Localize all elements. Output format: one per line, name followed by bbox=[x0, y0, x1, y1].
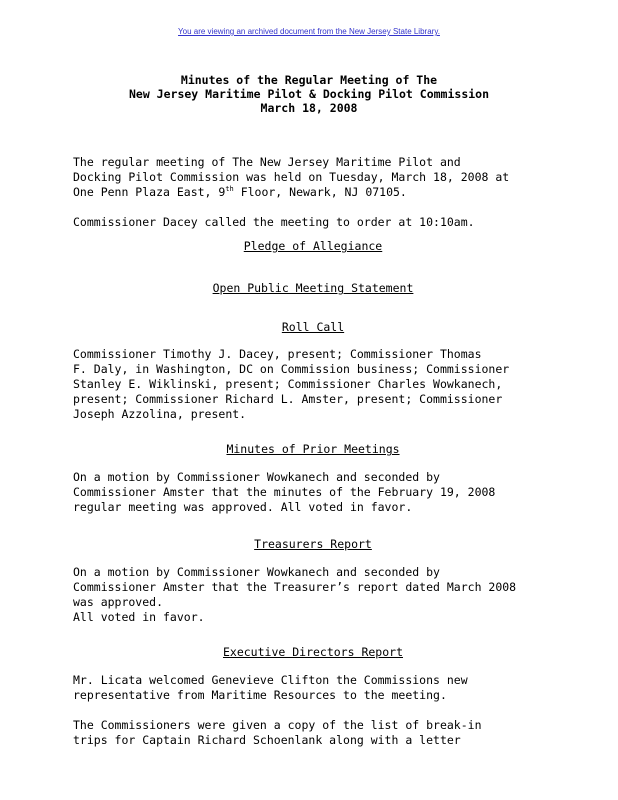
minutes-paragraph: On a motion by Commissioner Wowkanech and seconded by Commissioner Amster that the minutes of the February 19, 2008 regular meeting was approved. All voted in favor. bbox=[73, 470, 496, 514]
intro-superscript: th bbox=[225, 185, 234, 194]
executive-paragraph-1: Mr. Licata welcomed Genevieve Clifton the Commissions new representative from Maritime Resources to the meeting. bbox=[73, 673, 468, 702]
heading-open-public-meeting: Open Public Meeting Statement bbox=[212, 281, 414, 295]
call-to-order-paragraph: Commissioner Dacey called the meeting to order at 10:10am. bbox=[73, 215, 475, 229]
archive-notice-link[interactable]: You are viewing an archived document from the New Jersey State Library. bbox=[178, 27, 440, 36]
heading-pledge: Pledge of Allegiance bbox=[243, 239, 383, 253]
heading-roll-call: Roll Call bbox=[281, 320, 345, 334]
title-line-3: March 18, 2008 bbox=[260, 101, 358, 115]
intro-paragraph bbox=[73, 155, 553, 200]
roll-call-paragraph: Commissioner Timothy J. Dacey, present; Commissioner Thomas F. Daly, in Washington, DC on Commission business; Commissioner Stanley E. Wiklinski, present; Commissioner Charles Wowkanech, present; Commissioner Richard L. Amster, present; Commissioner Joseph Azzolina, present. bbox=[73, 347, 510, 421]
title-line-2: New Jersey Maritime Pilot & Docking Pilot Commission bbox=[128, 87, 490, 101]
document-title bbox=[0, 73, 618, 115]
intro-text-1: The regular meeting of The New Jersey Maritime Pilot and Docking Pilot Commission was held on Tuesday, March 18, 2008 at One Penn Plaza East, 9 bbox=[73, 155, 510, 199]
executive-paragraph-2: The Commissioners were given a copy of the list of break-in trips for Captain Richard Schoenlank along with a letter bbox=[73, 718, 482, 747]
title-line-1: Minutes of the Regular Meeting of The bbox=[180, 73, 438, 87]
heading-treasurers-report: Treasurers Report bbox=[254, 537, 372, 551]
heading-minutes-prior-meetings: Minutes of Prior Meetings bbox=[226, 442, 400, 456]
treasurers-paragraph: On a motion by Commissioner Wowkanech and seconded by Commissioner Amster that the Treasurer’s report dated March 2008 was approved. All voted in favor. bbox=[73, 565, 517, 624]
document-body bbox=[73, 155, 553, 748]
intro-text-2: Floor, Newark, NJ 07105. bbox=[233, 185, 407, 199]
heading-executive-directors-report: Executive Directors Report bbox=[222, 645, 403, 659]
